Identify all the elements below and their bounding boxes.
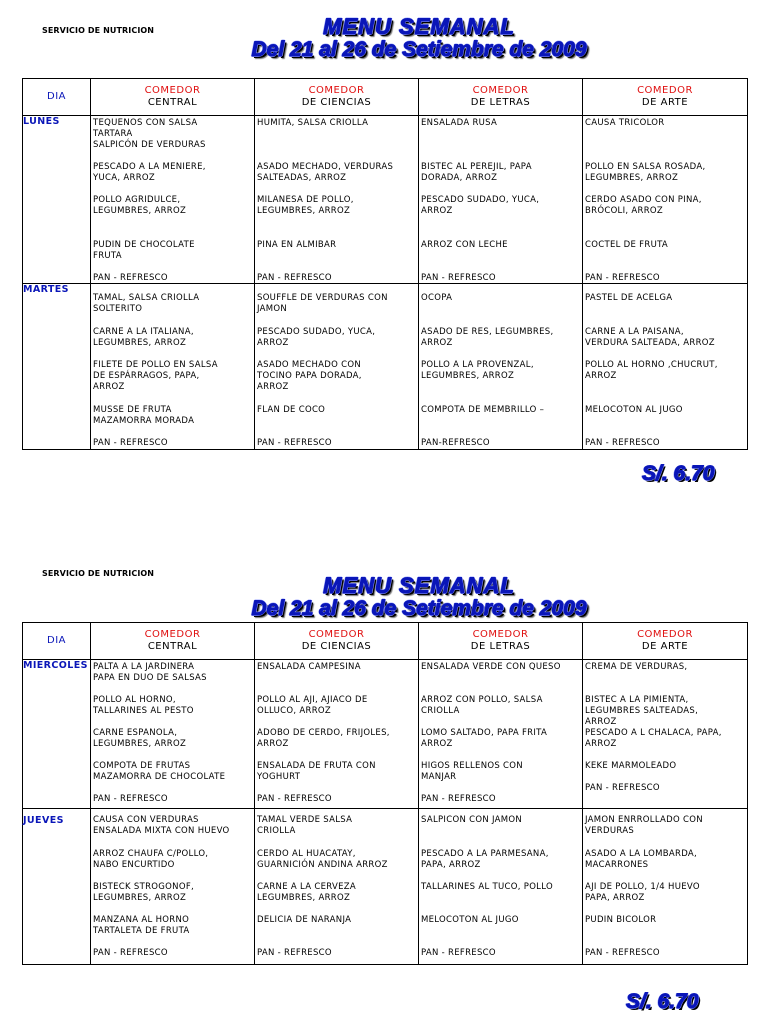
header-comedor-ciencias <box>255 623 419 660</box>
menu-item: ENSALADA CAMPESINA <box>257 662 361 672</box>
menu-cell <box>419 284 583 450</box>
menu-item: MELOCOTON AL JUGO <box>421 915 519 925</box>
menu-item: PUDIN BICOLOR <box>585 915 657 925</box>
day-row-jueves <box>23 809 748 965</box>
day-label: JUEVES <box>23 809 91 965</box>
menu-item: TAMAL, SALSA CRIOLLA SOLTERITO <box>93 293 200 314</box>
header-comedor-arte <box>583 79 748 116</box>
menu-table-1 <box>22 78 748 450</box>
menu-item: POLLO AL HORNO, TALLARINES AL PESTO <box>93 695 194 716</box>
menu-item: CARNE A LA ITALIANA, LEGUMBRES, ARROZ <box>93 327 194 348</box>
header-sublabel: DE LETRAS <box>470 641 531 652</box>
header-label: COMEDOR <box>472 85 529 96</box>
header-sublabel: DE CIENCIAS <box>301 641 372 652</box>
menu-cell <box>255 116 419 284</box>
menu-item: PAN - REFRESCO <box>93 438 168 448</box>
service-label: SERVICIO DE NUTRICION <box>42 569 155 578</box>
menu-item: PAN - REFRESCO <box>93 948 168 958</box>
page-title <box>214 16 624 60</box>
menu-item: PASTEL DE ACELGA <box>585 293 673 303</box>
menu-item: MUSSE DE FRUTA MAZAMORRA MORADA <box>93 405 195 426</box>
header-sublabel: DE ARTE <box>641 641 689 652</box>
menu-item: ADOBO DE CERDO, FRIJOLES, ARROZ <box>257 728 390 749</box>
header-comedor-ciencias <box>255 79 419 116</box>
title-date-range: Del 21 al 26 de Setiembre de 2009 <box>251 38 587 61</box>
menu-cell <box>583 116 748 284</box>
menu-item: COCTEL DE FRUTA <box>585 240 669 250</box>
menu-item: ENSALADA VERDE CON QUESO <box>421 662 561 672</box>
menu-item: PAN - REFRESCO <box>257 273 332 283</box>
menu-item: FILETE DE POLLO EN SALSA DE ESPÁRRAGOS, PAPA, ARROZ <box>93 360 218 392</box>
menu-cell <box>255 809 419 965</box>
day-row-martes <box>23 284 748 450</box>
menu-cell <box>255 284 419 450</box>
price-label: S/. 6.70 <box>626 990 699 1013</box>
header-label: COMEDOR <box>637 629 693 640</box>
header-sublabel: CENTRAL <box>147 641 198 652</box>
menu-item: SALPICON CON JAMON <box>421 815 523 825</box>
menu-item: PAN - REFRESCO <box>93 273 168 283</box>
menu-item: TALLARINES AL TUCO, POLLO <box>421 882 553 892</box>
menu-item: PAN - REFRESCO <box>585 273 660 283</box>
title-menu-semanal: MENU SEMANAL <box>323 14 515 39</box>
menu-item: CERDO ASADO CON PIÑA, BRÓCOLI, ARROZ <box>585 195 702 216</box>
menu-item: CAUSA CON VERDURAS ENSALADA MIXTA CON HUEVO <box>93 815 230 836</box>
menu-item: PAN - REFRESCO <box>421 273 496 283</box>
menu-table-2 <box>22 622 748 965</box>
title-date-range: Del 21 al 26 de Setiembre de 2009 <box>251 597 587 620</box>
menu-item: PAN - REFRESCO <box>585 438 660 448</box>
title-menu-semanal: MENU SEMANAL <box>323 573 515 598</box>
menu-item: PIÑA EN ALMIBAR <box>257 240 337 250</box>
menu-item: BISTEC AL PEREJIL, PAPA DORADA, ARROZ <box>421 162 532 183</box>
header-dia: DIA <box>23 79 91 116</box>
menu-item: ARROZ CON POLLO, SALSA CRIOLLA <box>421 695 543 716</box>
menu-item: ASADO DE RES, LEGUMBRES, ARROZ <box>421 327 554 348</box>
menu-item: ASADO A LA LOMBARDA, MACARRONES <box>585 849 698 870</box>
header-label: COMEDOR <box>637 85 693 96</box>
menu-item: PESCADO A LA MENIERE, YUCA, ARROZ <box>93 162 206 183</box>
menu-item: CARNE A LA PAISANA, VERDURA SALTEADA, ARROZ <box>585 327 715 348</box>
menu-item: PAN - REFRESCO <box>421 794 496 804</box>
menu-item: PAN - REFRESCO <box>585 783 660 793</box>
menu-item: PAN - REFRESCO <box>257 794 332 804</box>
header-sublabel: DE CIENCIAS <box>301 97 372 108</box>
menu-item: ARROZ CON LECHE <box>421 240 508 250</box>
header-label: COMEDOR <box>144 629 201 640</box>
menu-item: PAN - REFRESCO <box>257 438 332 448</box>
menu-item: PAN - REFRESCO <box>421 948 496 958</box>
menu-item: KEKE MARMOLEADO <box>585 761 677 771</box>
menu-cell <box>91 660 255 809</box>
price-label: S/. 6.70 <box>642 462 715 485</box>
menu-item: TEQUEÑOS CON SALSA TARTARA SALPICÓN DE VERDURAS <box>93 118 206 150</box>
menu-item: BISTEC A LA PIMIENTA, LEGUMBRES SALTEADAS, ARROZ <box>585 695 699 727</box>
menu-item: HIGOS RELLENOS CON MANJAR <box>421 761 523 782</box>
menu-cell <box>91 116 255 284</box>
menu-item: PUDIN DE CHOCOLATE FRUTA <box>93 240 195 261</box>
menu-item: MANZANA AL HORNO TARTALETA DE FRUTA <box>93 915 190 936</box>
day-row-lunes <box>23 116 748 284</box>
menu-item: CREMA DE VERDURAS, <box>585 662 688 672</box>
header-comedor-arte <box>583 623 748 660</box>
menu-item: PESCADO A L CHALACA, PAPA, ARROZ <box>585 728 722 749</box>
menu-item: CAUSA TRICOLOR <box>585 118 665 128</box>
day-label: MARTES <box>23 284 91 450</box>
menu-item: FLAN DE COCO <box>257 405 326 415</box>
menu-cell <box>583 660 748 809</box>
menu-cell <box>255 660 419 809</box>
header-sublabel: DE ARTE <box>641 97 689 108</box>
menu-item: AJI DE POLLO, 1/4 HUEVO PAPA, ARROZ <box>585 882 700 903</box>
day-label: LUNES <box>23 116 91 284</box>
menu-item: ENSALADA RUSA <box>421 118 498 128</box>
header-label: COMEDOR <box>472 629 529 640</box>
menu-item: PESCADO A LA PARMESANA, PAPA, ARROZ <box>421 849 549 870</box>
menu-item: COMPOTA DE MEMBRILLO – <box>421 405 545 415</box>
header-row <box>23 623 748 660</box>
header-comedor-letras <box>419 79 583 116</box>
menu-item: PAN - REFRESCO <box>585 948 660 958</box>
menu-cell <box>419 809 583 965</box>
menu-item: TAMAL VERDE SALSA CRIOLLA <box>257 815 353 836</box>
menu-item: DELICIA DE NARANJA <box>257 915 352 925</box>
menu-item: POLLO AGRIDULCE, LEGUMBRES, ARROZ <box>93 195 187 216</box>
service-label: SERVICIO DE NUTRICION <box>42 26 155 35</box>
header-sublabel: CENTRAL <box>147 97 198 108</box>
menu-item: POLLO AL HORNO ,CHUCRUT, ARROZ <box>585 360 718 381</box>
menu-item: POLLO EN SALSA ROSADA, LEGUMBRES, ARROZ <box>585 162 706 183</box>
menu-item: ASADO MECHADO, VERDURAS SALTEADAS, ARROZ <box>257 162 394 183</box>
header-sublabel: DE LETRAS <box>470 97 531 108</box>
menu-item: PALTA A LA JARDINERA PAPA EN DUO DE SALSAS <box>93 662 207 683</box>
menu-item: MELOCOTÓN AL JUGO <box>585 405 683 415</box>
menu-item: MILANESA DE POLLO, LEGUMBRES, ARROZ <box>257 195 354 216</box>
menu-item: POLLO AL AJÍ, AJIACO DE OLLUCO, ARROZ <box>257 695 368 716</box>
menu-item: JAMON ENRROLLADO CON VERDURAS <box>585 815 703 836</box>
menu-cell <box>91 809 255 965</box>
menu-item: POLLO A LA PROVENZAL, LEGUMBRES, ARROZ <box>421 360 534 381</box>
menu-item: CERDO AL HUACATAY, GUARNICIÓN ANDINA ARROZ <box>257 849 388 870</box>
menu-item: CARNE A LA CERVEZA LEGUMBRES, ARROZ <box>257 882 357 903</box>
menu-item: PAN - REFRESCO <box>93 794 168 804</box>
menu-item: PAN-REFRESCO <box>421 438 490 448</box>
menu-item: LOMO SALTADO, PAPA FRITA ARROZ <box>421 728 548 749</box>
menu-item: COMPOTA DE FRUTAS MAZAMORRA DE CHOCOLATE <box>93 761 226 782</box>
menu-item: PAN - REFRESCO <box>257 948 332 958</box>
menu-item: PESCADO SUDADO, YUCA, ARROZ <box>257 327 376 348</box>
menu-cell <box>419 116 583 284</box>
header-label: COMEDOR <box>308 85 365 96</box>
header-label: COMEDOR <box>144 85 201 96</box>
header-row <box>23 79 748 116</box>
menu-cell <box>419 660 583 809</box>
header-comedor-letras <box>419 623 583 660</box>
menu-item: PESCADO SUDADO, YUCA, ARROZ <box>421 195 540 216</box>
menu-item: SOUFFLE DE VERDURAS CON JAMON <box>257 293 388 314</box>
menu-cell <box>91 284 255 450</box>
menu-item: OCOPA <box>421 293 453 303</box>
day-row-miercoles <box>23 660 748 809</box>
header-comedor-central <box>91 79 255 116</box>
header-dia: DIA <box>23 623 91 660</box>
menu-cell <box>583 284 748 450</box>
menu-item: ASADO MECHADO CON TOCINO PAPA DORADA, ARROZ <box>257 360 362 392</box>
menu-item: ENSALADA DE FRUTA CON YOGHURT <box>257 761 376 782</box>
page-title <box>214 575 624 619</box>
header-comedor-central <box>91 623 255 660</box>
menu-item: ARROZ CHAUFA C/POLLO, NABO ENCURTIDO <box>93 849 209 870</box>
header-label: COMEDOR <box>308 629 365 640</box>
menu-item: HUMITA, SALSA CRIOLLA <box>257 118 369 128</box>
menu-cell <box>583 809 748 965</box>
menu-item: BISTECK STROGONOF, LEGUMBRES, ARROZ <box>93 882 195 903</box>
menu-item: CARNE ESPAÑOLA, LEGUMBRES, ARROZ <box>93 728 187 749</box>
day-label: MIERCOLES <box>23 660 91 809</box>
